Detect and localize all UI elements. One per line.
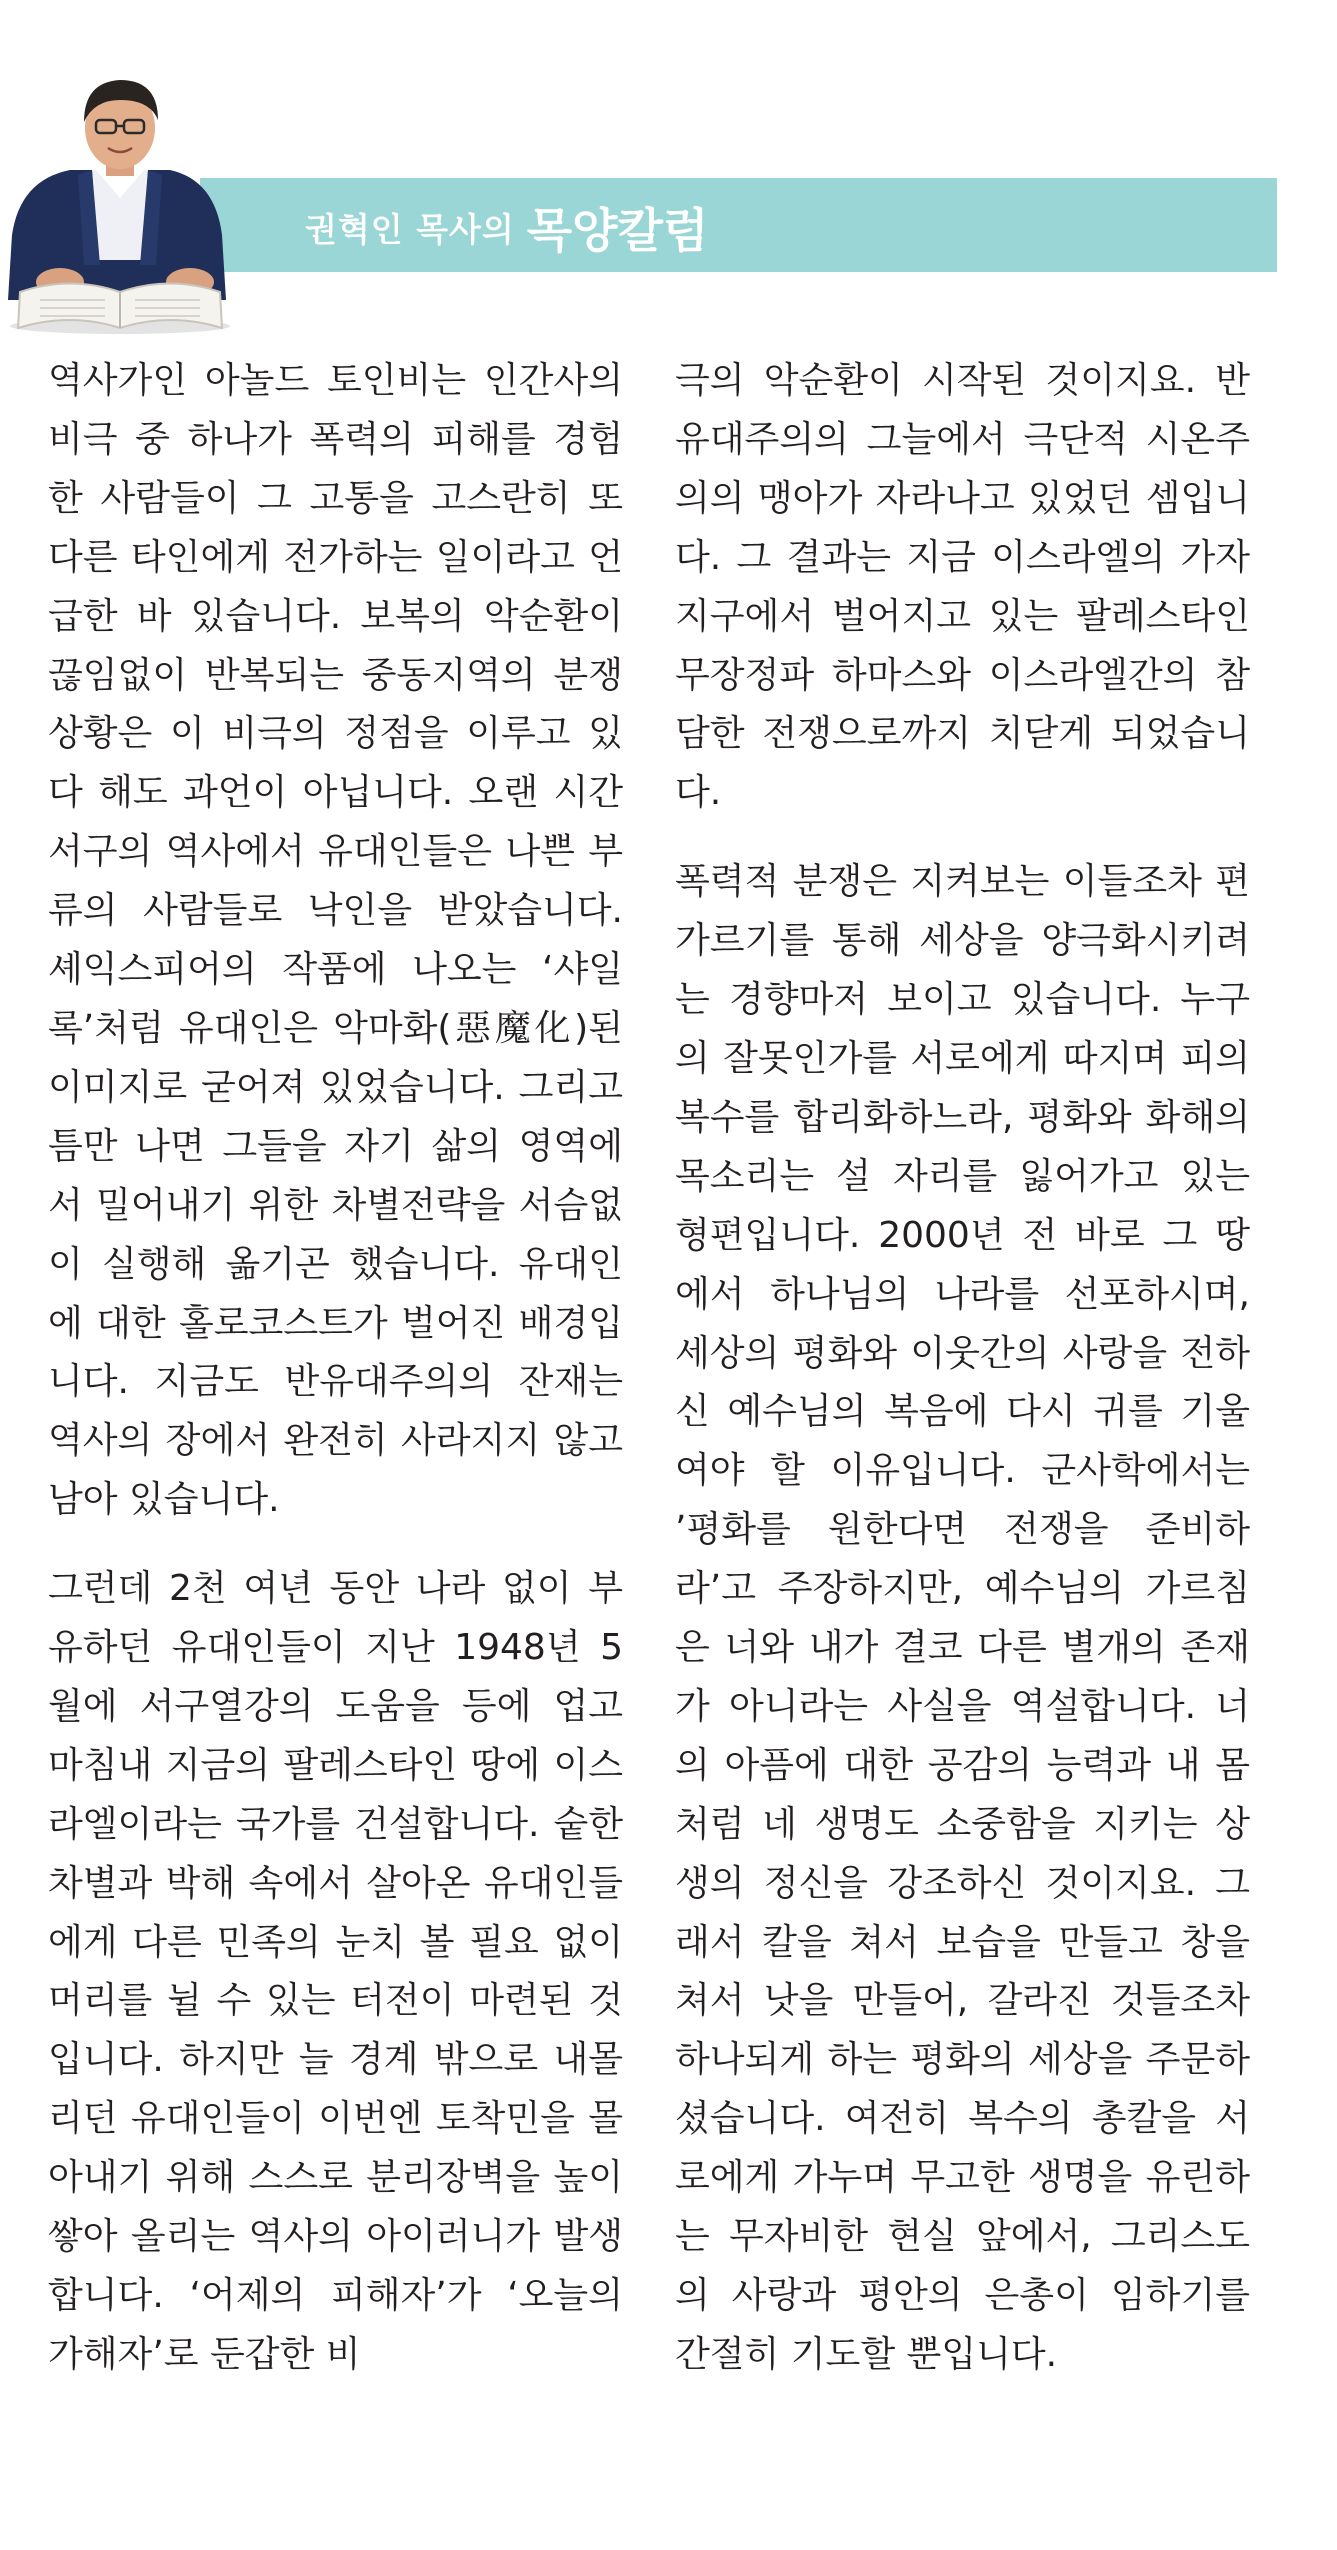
article-paragraph: 그런데 2천 여년 동안 나라 없이 부유하던 유대인들이 지난 1948년 5월에 서구열강의 도움을 등에 업고 마침내 지금의 팔레스타인 땅에 이스라엘이라는 국가를 건설합니다. 숱한 차별과 박해 속에서 살아온 유대인들에게 다른 민족의 눈치 볼 필요 없이 머리를 뉠 수 있는 터전이 마련된 것입니다. 하지만 늘 경계 밖으로 내몰리던 유대인들이 이번엔 토착민을 몰아내기 위해 스스로 분리장벽을 높이 쌓아 올리는 역사의 아이러니가 발생합니다. ‘어제의 피해자’가 ‘오늘의 가해자’로 둔갑한 비 xyxy=(48,1568,623,2375)
article-paragraph: 극의 악순환이 시작된 것이지요. 반유대주의의 그늘에서 극단적 시온주의의 맹아가 자라나고 있었던 셈입니다. 그 결과는 지금 이스라엘의 가자지구에서 벌어지고 있는 팔레스타인 무장정파 하마스와 이스라엘간의 참담한 전쟁으로까지 치닫게 되었습니다. xyxy=(675,360,1250,814)
article-column-left xyxy=(48,352,623,2415)
article-paragraph: 폭력적 분쟁은 지켜보는 이들조차 편가르기를 통해 세상을 양극화시키려는 경향마저 보이고 있습니다. 누구의 잘못인가를 서로에게 따지며 피의 복수를 합리화하느라, 평화와 화해의 목소리는 설 자리를 잃어가고 있는 형편입니다. 2000년 전 바로 그 땅에서 하나님의 나라를 선포하시며, 세상의 평화와 이웃간의 사랑을 전하신 예수님의 복음에 다시 귀를 기울여야 할 이유입니다. 군사학에서는 ’평화를 원한다면 전쟁을 준비하라’고 주장하지만, 예수님의 가르침은 너와 내가 결코 다른 별개의 존재가 아니라는 사실을 역설합니다. 너의 아픔에 대한 공감의 능력과 내 몸처럼 네 생명도 소중함을 지키는 상생의 정신을 강조하신 것이지요. 그래서 칼을 쳐서 보습을 만들고 창을 쳐서 낫을 만들어, 갈라진 것들조차 하나되게 하는 평화의 세상을 주문하셨습니다. 여전히 복수의 총칼을 서로에게 가누며 무고한 생명을 유린하는 무자비한 현실 앞에서, 그리스도의 사랑과 평안의 은총이 임하기를 간절히 기도할 뿐입니다. xyxy=(675,861,1250,2375)
column-title-author: 권혁인 목사의 xyxy=(305,209,515,249)
column-title-main: 목양칼럼 xyxy=(526,203,709,259)
column-title xyxy=(305,192,708,262)
author-portrait xyxy=(0,30,240,335)
article-paragraph: 역사가인 아놀드 토인비는 인간사의 비극 중 하나가 폭력의 피해를 경험한 사람들이 그 고통을 고스란히 또다른 타인에게 전가하는 일이라고 언급한 바 있습니다. 보복의 악순환이 끊임없이 반복되는 중동지역의 분쟁 상황은 이 비극의 정점을 이루고 있다 해도 과언이 아닙니다. 오랜 시간 서구의 역사에서 유대인들은 나쁜 부류의 사람들로 낙인을 받았습니다. 셰익스피어의 작품에 나오는 ‘샤일록’처럼 유대인은 악마화(惡魔化)된 이미지로 굳어져 있었습니다. 그리고 틈만 나면 그들을 자기 삶의 영역에서 밀어내기 위한 차별전략을 서슴없이 실행해 옮기곤 했습니다. 유대인에 대한 홀로코스트가 벌어진 배경입니다. 지금도 반유대주의의 잔재는 역사의 장에서 완전히 사라지지 않고 남아 있습니다. xyxy=(48,360,623,1521)
article-column-right xyxy=(675,352,1250,2415)
